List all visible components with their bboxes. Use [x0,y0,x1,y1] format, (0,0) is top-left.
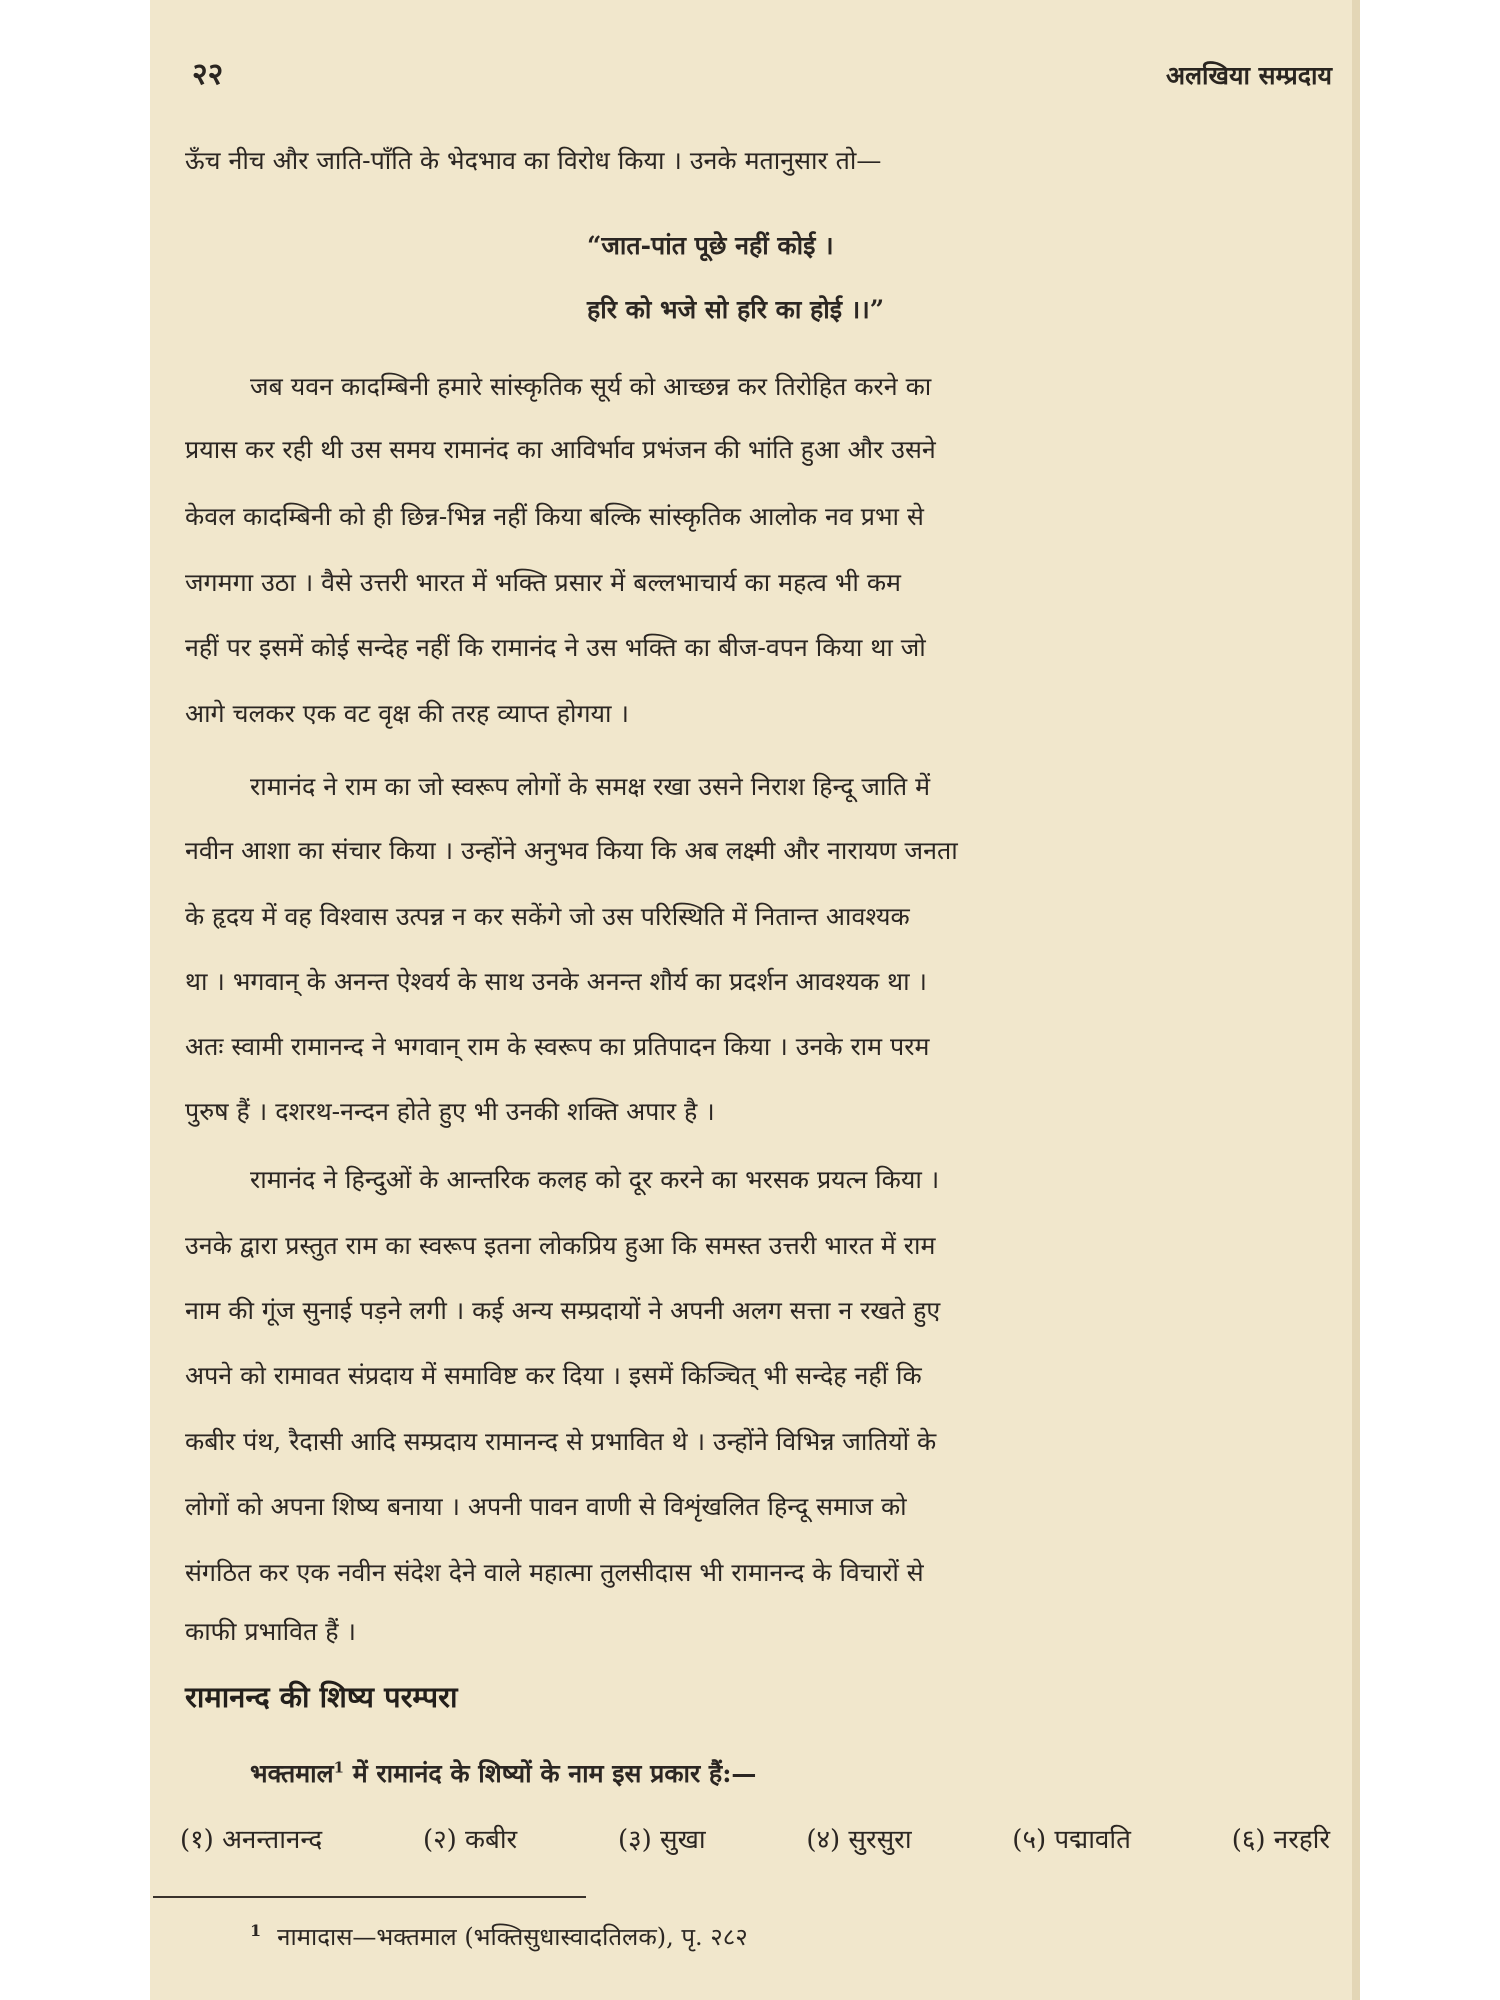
section-intro [250,1756,756,1790]
book-page [150,0,1360,2000]
disciples-list [180,1820,1330,1856]
intro-after: में रामानंद के शिष्यों के नाम इस प्रकार हैं:— [344,1759,757,1788]
text-line: रामानंद ने राम का जो स्वरूप लोगों के समक्ष रखा उसने निराश हिन्दू जाति में [250,772,931,801]
text-line: नहीं पर इसमें कोई सन्देह नहीं कि रामानंद ने उस भक्ति का बीज-वपन किया था जो [185,633,926,662]
text-line: ऊँच नीच और जाति-पाँति के भेदभाव का विरोध किया । उनके मतानुसार तो— [185,146,882,175]
text-line: लोगों को अपना शिष्य बनाया । अपनी पावन वाणी से विशृंखलित हिन्दू समाज को [185,1492,907,1521]
text-line: अतः स्वामी रामानन्द ने भगवान् राम के स्वरूप का प्रतिपादन किया । उनके राम परम [185,1032,930,1061]
text-line: आगे चलकर एक वट वृक्ष की तरह व्याप्त होगया । [185,699,629,728]
text-line: कबीर पंथ, रैदासी आदि सम्प्रदाय रामानन्द से प्रभावित थे । उन्होंने विभिन्न जातियों के [185,1427,937,1456]
list-item: (१) अनन्तानन्द [180,1825,323,1855]
section-heading: रामानन्द की शिष्य परम्परा [185,1680,458,1714]
text-line: पुरुष हैं । दशरथ-नन्दन होते हुए भी उनकी शक्ति अपार है । [185,1097,715,1126]
footnote [250,1920,748,1953]
text-line: रामानंद ने हिन्दुओं के आन्तरिक कलह को दूर करने का भरसक प्रयत्न किया । [250,1165,940,1194]
text-line: जगमगा उठा । वैसे उत्तरी भारत में भक्ति प्रसार में बल्लभाचार्य का महत्व भी कम [185,568,902,597]
list-item: (३) सुखा [617,1825,706,1855]
running-title: अलखिया सम्प्रदाय [1165,61,1332,90]
text-line: प्रयास कर रही थी उस समय रामानंद का आविर्भाव प्रभंजन की भांति हुआ और उसने [185,435,936,464]
quote-line-1: “जात-पांत पूछे नहीं कोई । [587,231,834,260]
list-item: (४) सुरसुरा [806,1825,912,1855]
page-number: २२ [192,57,224,92]
text-line: काफी प्रभावित हैं । [185,1617,356,1646]
intro-before: भक्तमाल [250,1759,334,1788]
text-line: उनके द्वारा प्रस्तुत राम का स्वरूप इतना लोकप्रिय हुआ कि समस्त उत्तरी भारत में राम [185,1231,936,1260]
text-line: जब यवन कादम्बिनी हमारे सांस्कृतिक सूर्य को आच्छन्न कर तिरोहित करने का [250,372,932,401]
text-line: नाम की गूंज सुनाई पड़ने लगी । कई अन्य सम्प्रदायों ने अपनी अलग सत्ता न रखते हुए [185,1296,941,1325]
footnote-ref: 1 [333,1758,345,1777]
footnote-text: नामादास—भक्तमाल (भक्तिसुधास्वादतिलक), पृ. २८२ [277,1923,748,1951]
text-line: अपने को रामावत संप्रदाय में समाविष्ट कर दिया । इसमें किञ्चित् भी सन्देह नहीं कि [185,1361,922,1390]
list-item: (२) कबीर [422,1825,518,1855]
text-line: नवीन आशा का संचार किया । उन्होंने अनुभव किया कि अब लक्ष्मी और नारायण जनता [185,836,958,865]
text-line: था । भगवान् के अनन्त ऐश्वर्य के साथ उनके अनन्त शौर्य का प्रदर्शन आवश्यक था । [185,967,927,996]
footnote-marker: 1 [250,1921,262,1940]
footnote-rule [153,1896,586,1898]
text-line: के हृदय में वह विश्वास उत्पन्न न कर सकेंगे जो उस परिस्थिति में नितान्त आवश्यक [185,902,910,931]
list-item: (६) नरहरि [1231,1825,1330,1855]
quote-line-2: हरि को भजे सो हरि का होई ।।” [587,295,885,324]
list-item: (५) पद्मावति [1012,1825,1131,1855]
text-line: केवल कादम्बिनी को ही छिन्न-भिन्न नहीं किया बल्कि सांस्कृतिक आलोक नव प्रभा से [185,502,924,531]
text-line: संगठित कर एक नवीन संदेश देने वाले महात्मा तुलसीदास भी रामानन्द के विचारों से [185,1558,924,1587]
